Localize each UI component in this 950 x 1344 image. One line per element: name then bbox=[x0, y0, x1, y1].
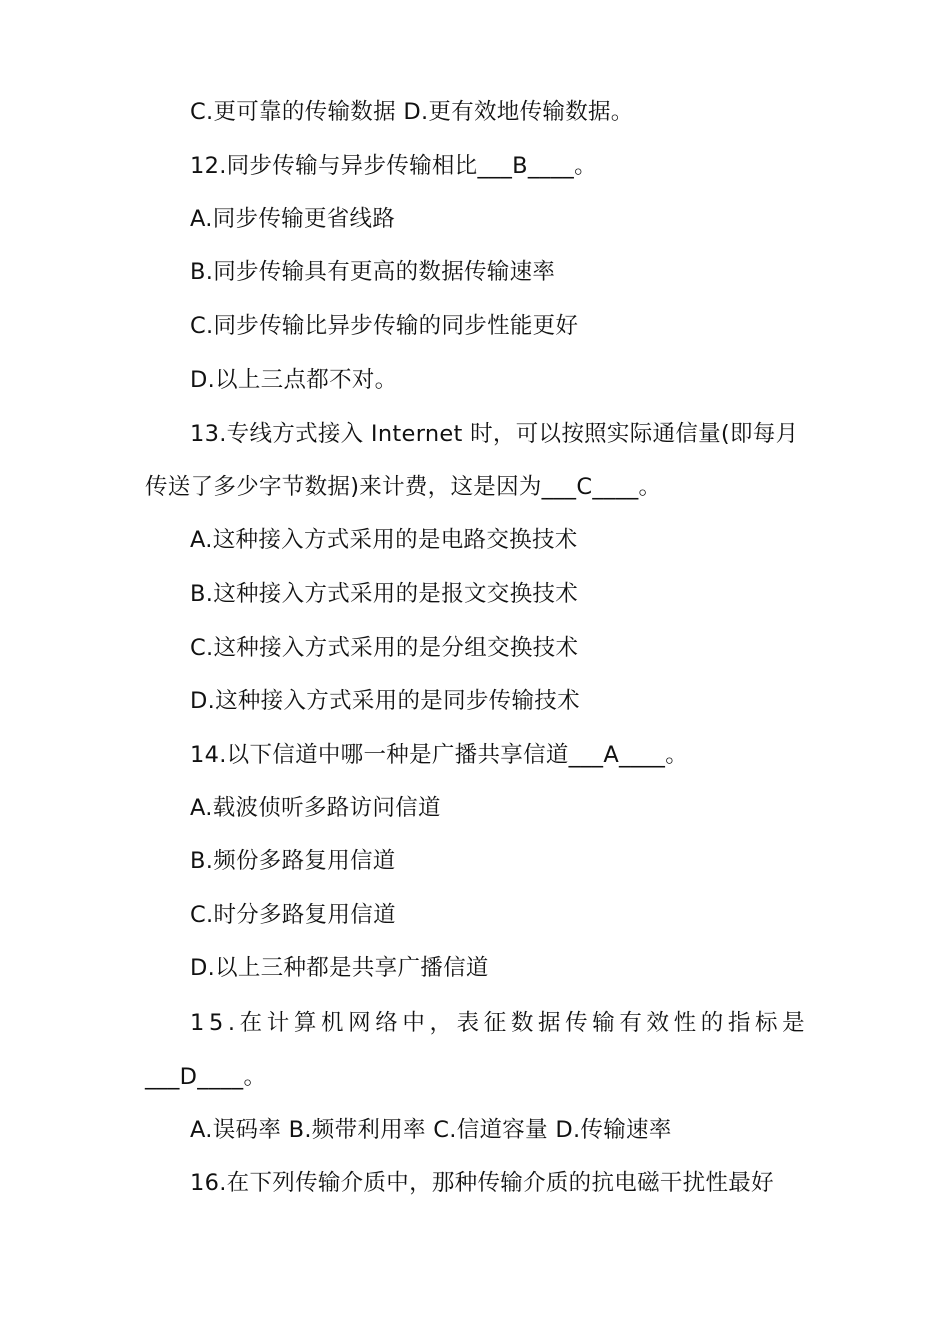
q13-question-line1: 13.专线方式接入 Internet 时，可以按照实际通信量(即每月 bbox=[190, 421, 799, 447]
justified-char: 效 bbox=[646, 1010, 670, 1036]
q12-option-c: C.同步传输比异步传输的同步性能更好 bbox=[190, 313, 579, 339]
justified-char: 1 bbox=[190, 1010, 205, 1036]
q14-option-a: A.载波侦听多路访问信道 bbox=[190, 795, 441, 821]
justified-char: 在 bbox=[239, 1010, 263, 1036]
justified-char: 征 bbox=[483, 1010, 507, 1036]
justified-char: 有 bbox=[619, 1010, 643, 1036]
justified-char: 据 bbox=[538, 1010, 561, 1036]
justified-char: 算 bbox=[293, 1010, 317, 1036]
q12-option-b: B.同步传输具有更高的数据传输速率 bbox=[190, 259, 556, 285]
justified-char: 传 bbox=[565, 1010, 588, 1036]
q12-question: 12.同步传输与异步传输相比___B____。 bbox=[190, 153, 597, 179]
justified-char: 性 bbox=[673, 1010, 697, 1036]
justified-char: 计 bbox=[266, 1010, 290, 1036]
q13-option-c: C.这种接入方式采用的是分组交换技术 bbox=[190, 635, 579, 661]
q12-option-a: A.同步传输更省线路 bbox=[190, 206, 396, 232]
justified-char: 络 bbox=[375, 1010, 399, 1036]
justified-char: 是 bbox=[782, 1010, 805, 1036]
justified-char: 中 bbox=[402, 1010, 426, 1036]
q14-option-b: B.频份多路复用信道 bbox=[190, 848, 396, 874]
q14-option-c: C.时分多路复用信道 bbox=[190, 902, 396, 928]
justified-char: 输 bbox=[592, 1010, 616, 1036]
q13-option-b: B.这种接入方式采用的是报文交换技术 bbox=[190, 581, 578, 607]
q14-question: 14.以下信道中哪一种是广播共享信道___A____。 bbox=[190, 742, 689, 768]
justified-char: 的 bbox=[700, 1010, 724, 1036]
q14-option-d: D.以上三种都是共享广播信道 bbox=[190, 955, 489, 981]
justified-char: 标 bbox=[755, 1010, 778, 1036]
justified-char: . bbox=[227, 1010, 236, 1036]
justified-char: 表 bbox=[456, 1010, 480, 1036]
q16-question: 16.在下列传输介质中，那种传输介质的抗电磁干扰性最好 bbox=[190, 1170, 774, 1196]
q13-question-line2: 传送了多少字节数据)来计费，这是因为___C____。 bbox=[145, 474, 662, 500]
justified-char: 5 bbox=[208, 1010, 224, 1036]
justified-char: 指 bbox=[727, 1010, 751, 1036]
justified-char: 数 bbox=[510, 1010, 534, 1036]
justified-char: 网 bbox=[348, 1010, 371, 1036]
q15-question-line2: ___D____。 bbox=[145, 1064, 267, 1090]
q13-option-d: D.这种接入方式采用的是同步传输技术 bbox=[190, 688, 580, 714]
q12-option-d: D.以上三点都不对。 bbox=[190, 367, 398, 393]
q15-options: A.误码率 B.频带利用率 C.信道容量 D.传输速率 bbox=[190, 1117, 672, 1143]
justified-char: 机 bbox=[321, 1010, 344, 1036]
q11-options-cd: C.更可靠的传输数据 D.更有效地传输数据。 bbox=[190, 99, 634, 125]
q15-question-line1 bbox=[190, 1008, 805, 1038]
justified-char: ， bbox=[429, 1010, 453, 1036]
q13-option-a: A.这种接入方式采用的是电路交换技术 bbox=[190, 527, 578, 553]
